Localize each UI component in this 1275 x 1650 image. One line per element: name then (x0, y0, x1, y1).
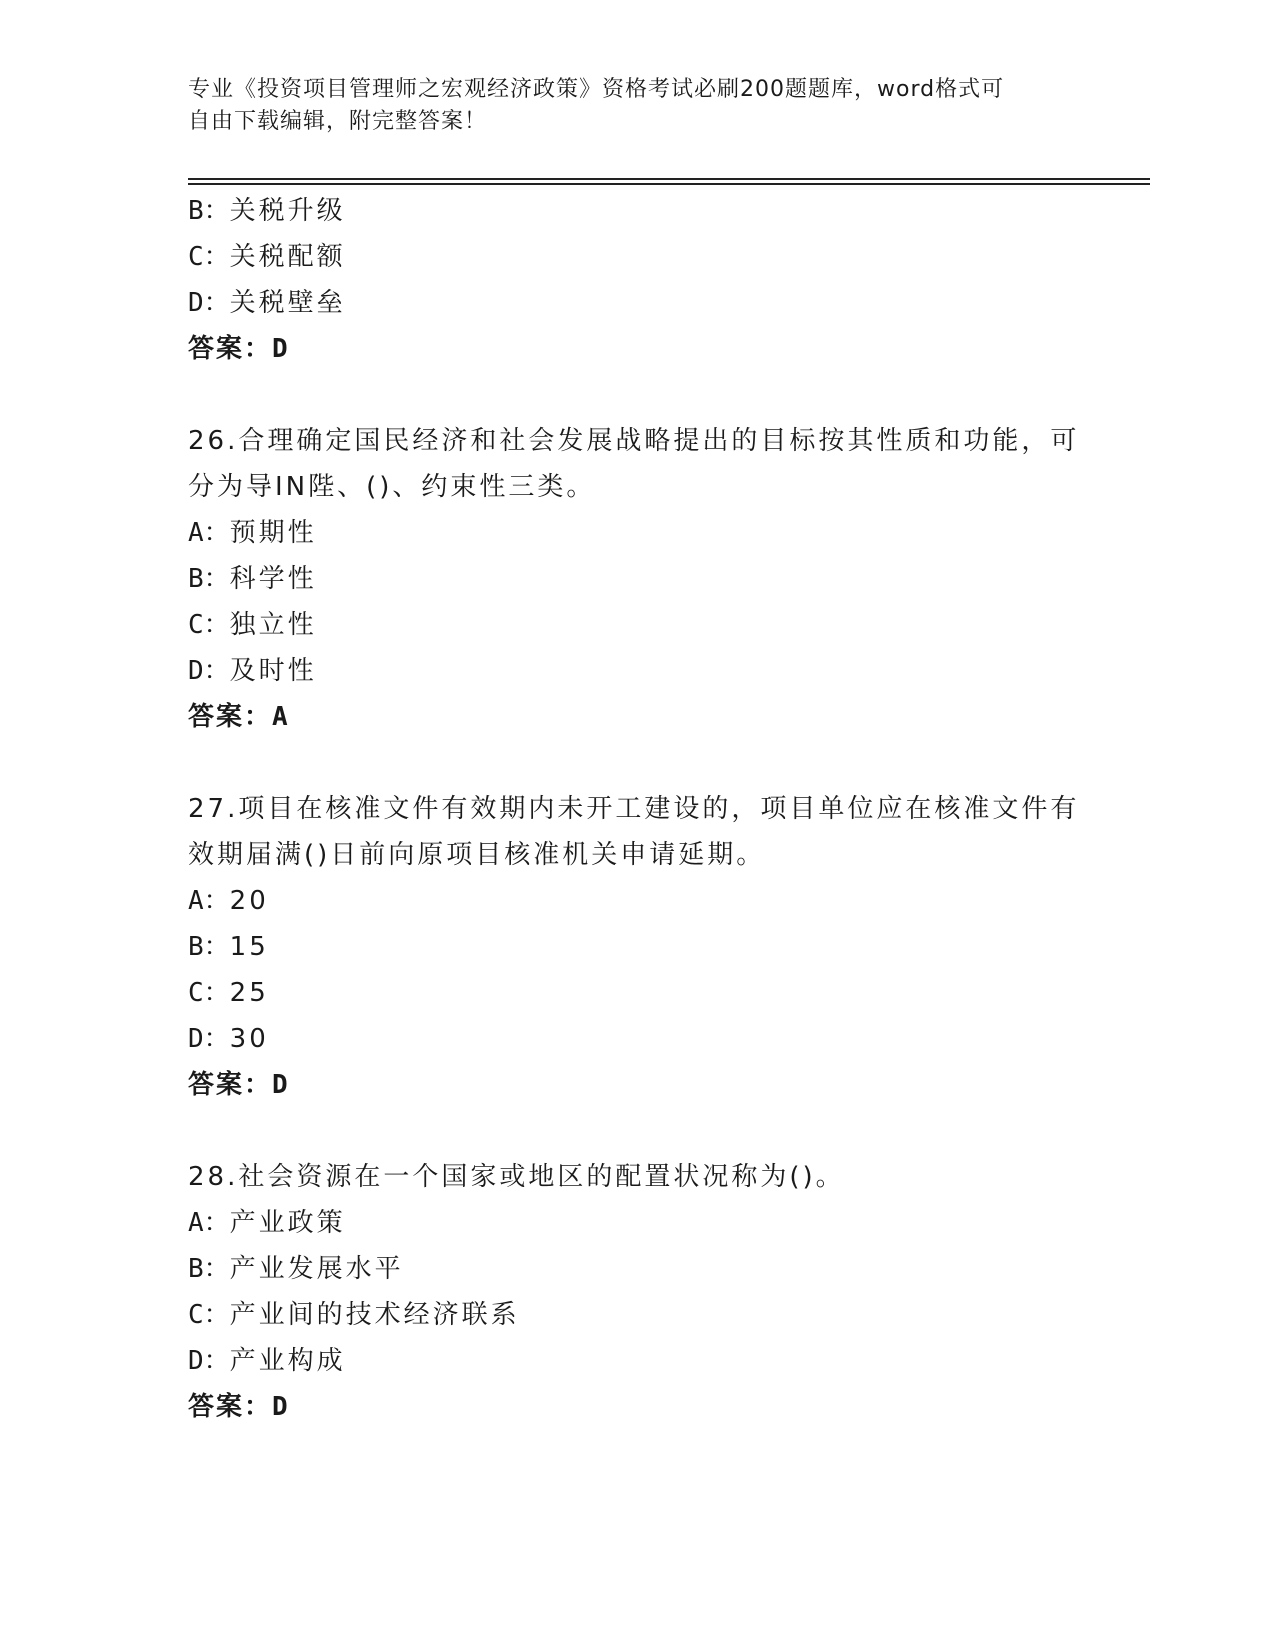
option-key: D： (188, 1346, 230, 1376)
question-text-line: 28.社会资源在一个国家或地区的配置状况称为()。 (188, 1162, 845, 1192)
option-text: 20 (229, 886, 269, 916)
answer-value: D (272, 1070, 290, 1100)
option-key: C： (188, 978, 230, 1008)
answer-value: D (272, 334, 290, 364)
option-c (188, 1292, 1128, 1338)
option-text: 关税配额 (229, 242, 346, 272)
option-text: 独立性 (229, 610, 317, 640)
answer-value: A (272, 702, 290, 732)
option-c (188, 234, 1128, 280)
answer-label: 答案： (188, 1070, 273, 1100)
option-key: C： (188, 242, 230, 272)
option-d (188, 1338, 1128, 1384)
option-key: A： (188, 1208, 230, 1238)
option-b (188, 924, 1128, 970)
partial-question (188, 188, 1128, 372)
option-key: B： (188, 1254, 230, 1284)
option-text: 产业构成 (229, 1346, 346, 1376)
question-text-line: 27.项目在核准文件有效期内未开工建设的，项目单位应在核准文件有 (188, 794, 1080, 824)
header-rule-top (188, 178, 1150, 180)
option-c (188, 970, 1128, 1016)
option-key: C： (188, 1300, 230, 1330)
option-text: 及时性 (229, 656, 317, 686)
answer-label: 答案： (188, 1392, 273, 1422)
option-text: 产业发展水平 (229, 1254, 404, 1284)
option-key: B： (188, 196, 230, 226)
option-key: C： (188, 610, 230, 640)
answer-line (188, 694, 1128, 740)
option-key: B： (188, 564, 230, 594)
option-key: D： (188, 288, 230, 318)
question-text-line: 分为导IN陛、()、约束性三类。 (188, 472, 596, 502)
spacer (188, 372, 1128, 418)
answer-label: 答案： (188, 702, 273, 732)
option-b (188, 1246, 1128, 1292)
answer-value: D (272, 1392, 290, 1422)
answer-line (188, 1062, 1128, 1108)
question-list (188, 188, 1128, 1430)
question-text-line: 效期届满()日前向原项目核准机关申请延期。 (188, 840, 766, 870)
option-a (188, 510, 1128, 556)
option-d (188, 280, 1128, 326)
option-key: A： (188, 518, 230, 548)
option-text: 30 (229, 1024, 269, 1054)
option-d (188, 648, 1128, 694)
option-key: A： (188, 886, 230, 916)
question-text-line: 26.合理确定国民经济和社会发展战略提出的目标按其性质和功能，可 (188, 426, 1080, 456)
spacer (188, 1108, 1128, 1154)
option-a (188, 1200, 1128, 1246)
document-header (188, 74, 1088, 138)
option-b (188, 188, 1128, 234)
option-key: D： (188, 1024, 230, 1054)
header-line-2: 自由下载编辑，附完整答案！ (188, 109, 488, 134)
option-c (188, 602, 1128, 648)
option-text: 产业间的技术经济联系 (229, 1300, 520, 1330)
header-line-1: 专业《投资项目管理师之宏观经济政策》资格考试必刷200题题库，word格式可 (188, 77, 1005, 102)
question-26 (188, 418, 1128, 740)
answer-label: 答案： (188, 334, 273, 364)
option-key: D： (188, 656, 230, 686)
question-28 (188, 1154, 1128, 1430)
option-key: B： (188, 932, 230, 962)
option-text: 关税升级 (229, 196, 346, 226)
header-rule-bottom (188, 183, 1150, 185)
option-text: 关税壁垒 (229, 288, 346, 318)
option-text: 预期性 (229, 518, 317, 548)
option-b (188, 556, 1128, 602)
spacer (188, 740, 1128, 786)
option-text: 产业政策 (229, 1208, 346, 1238)
option-a (188, 878, 1128, 924)
answer-line (188, 326, 1128, 372)
answer-line (188, 1384, 1128, 1430)
option-text: 15 (229, 932, 269, 962)
option-d (188, 1016, 1128, 1062)
option-text: 科学性 (229, 564, 317, 594)
option-text: 25 (229, 978, 269, 1008)
question-27 (188, 786, 1128, 1108)
